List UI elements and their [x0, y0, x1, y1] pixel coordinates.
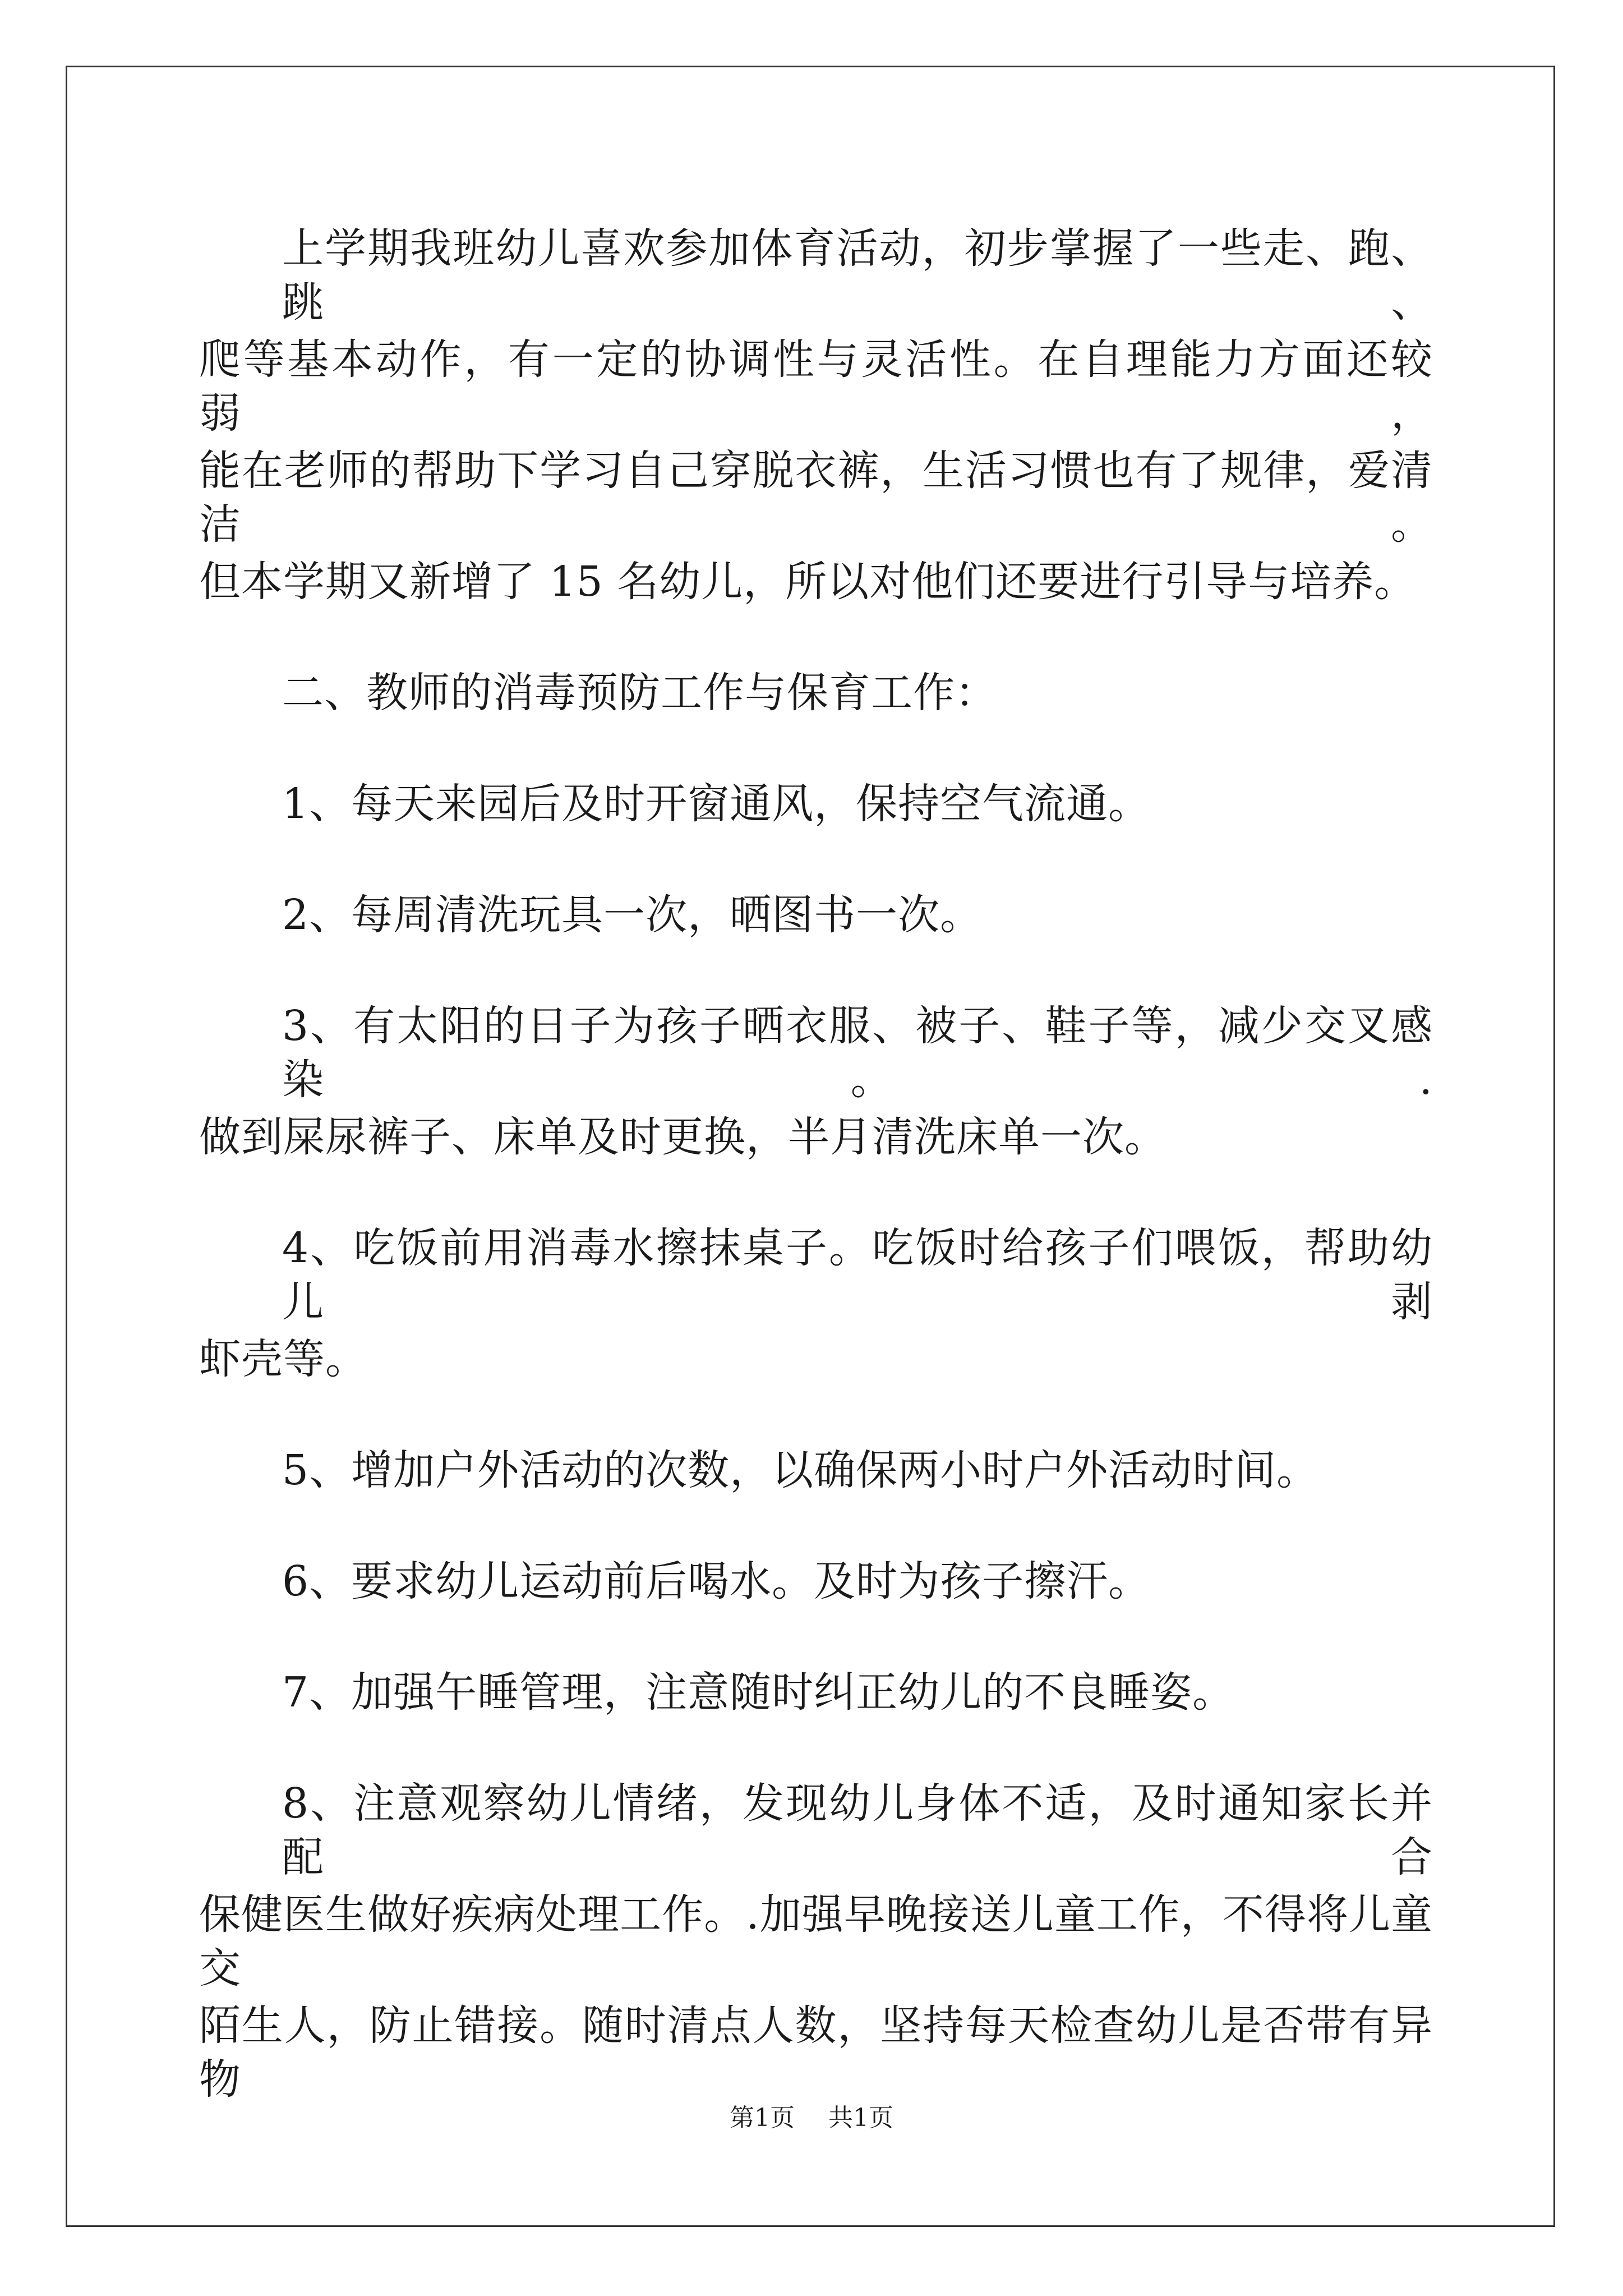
- page-footer: [0, 2102, 1623, 2134]
- list-item-5: 5、增加户外活动的次数，以确保两小时户外活动时间。: [282, 1446, 1319, 1494]
- document-body: [199, 222, 1433, 2110]
- list-item-2: 2、每周清洗玩具一次，晒图书一次。: [282, 891, 983, 939]
- page-total: 共1页: [828, 2104, 893, 2132]
- page-number: 第1页: [730, 2104, 795, 2132]
- list-item-3-continued: 做到屎尿裤子、床单及时更换，半月清洗床单一次。: [199, 1113, 1166, 1161]
- list-item-1: 1、每天来园后及时开窗通风，保持空气流通。: [282, 780, 1151, 828]
- paragraph-line-2: 爬等基本动作，有一定的协调性与灵活性。在自理能力方面还较弱，: [199, 335, 1433, 438]
- list-item-6: 6、要求幼儿运动前后喝水。及时为孩子擦汗。: [282, 1557, 1151, 1605]
- list-item-3: 3、有太阳的日子为孩子晒衣服、被子、鞋子等，减少交叉感染。.: [282, 1002, 1433, 1104]
- list-item-8-continued-1: 保健医生做好疾病处理工作。.加强早晚接送儿童工作，不得将儿童交: [199, 1890, 1433, 1993]
- list-item-8: 8、注意观察幼儿情绪，发现幼儿身体不适，及时通知家长并配合: [282, 1779, 1433, 1881]
- list-item-7: 7、加强午睡管理，注意随时纠正幼儿的不良睡姿。: [282, 1668, 1235, 1717]
- list-item-4: 4、吃饭前用消毒水擦抹桌子。吃饭时给孩子们喂饭，帮助幼儿剥: [282, 1224, 1433, 1326]
- list-item-4-continued: 虾壳等。: [199, 1335, 367, 1383]
- paragraph-line-3: 能在老师的帮助下学习自己穿脱衣裤，生活习惯也有了规律，爱清洁。: [199, 447, 1433, 549]
- list-item-8-continued-2: 陌生人，防止错接。随时清点人数，坚持每天检查幼儿是否带有异物: [199, 2001, 1433, 2104]
- section-heading: 二、教师的消毒预防工作与保育工作：: [282, 669, 997, 717]
- paragraph-line-1: 上学期我班幼儿喜欢参加体育活动，初步掌握了一些走、跑、跳、: [282, 224, 1433, 326]
- paragraph-line-4: 但本学期又新增了 15 名幼儿，所以对他们还要进行引导与培养。: [199, 558, 1417, 606]
